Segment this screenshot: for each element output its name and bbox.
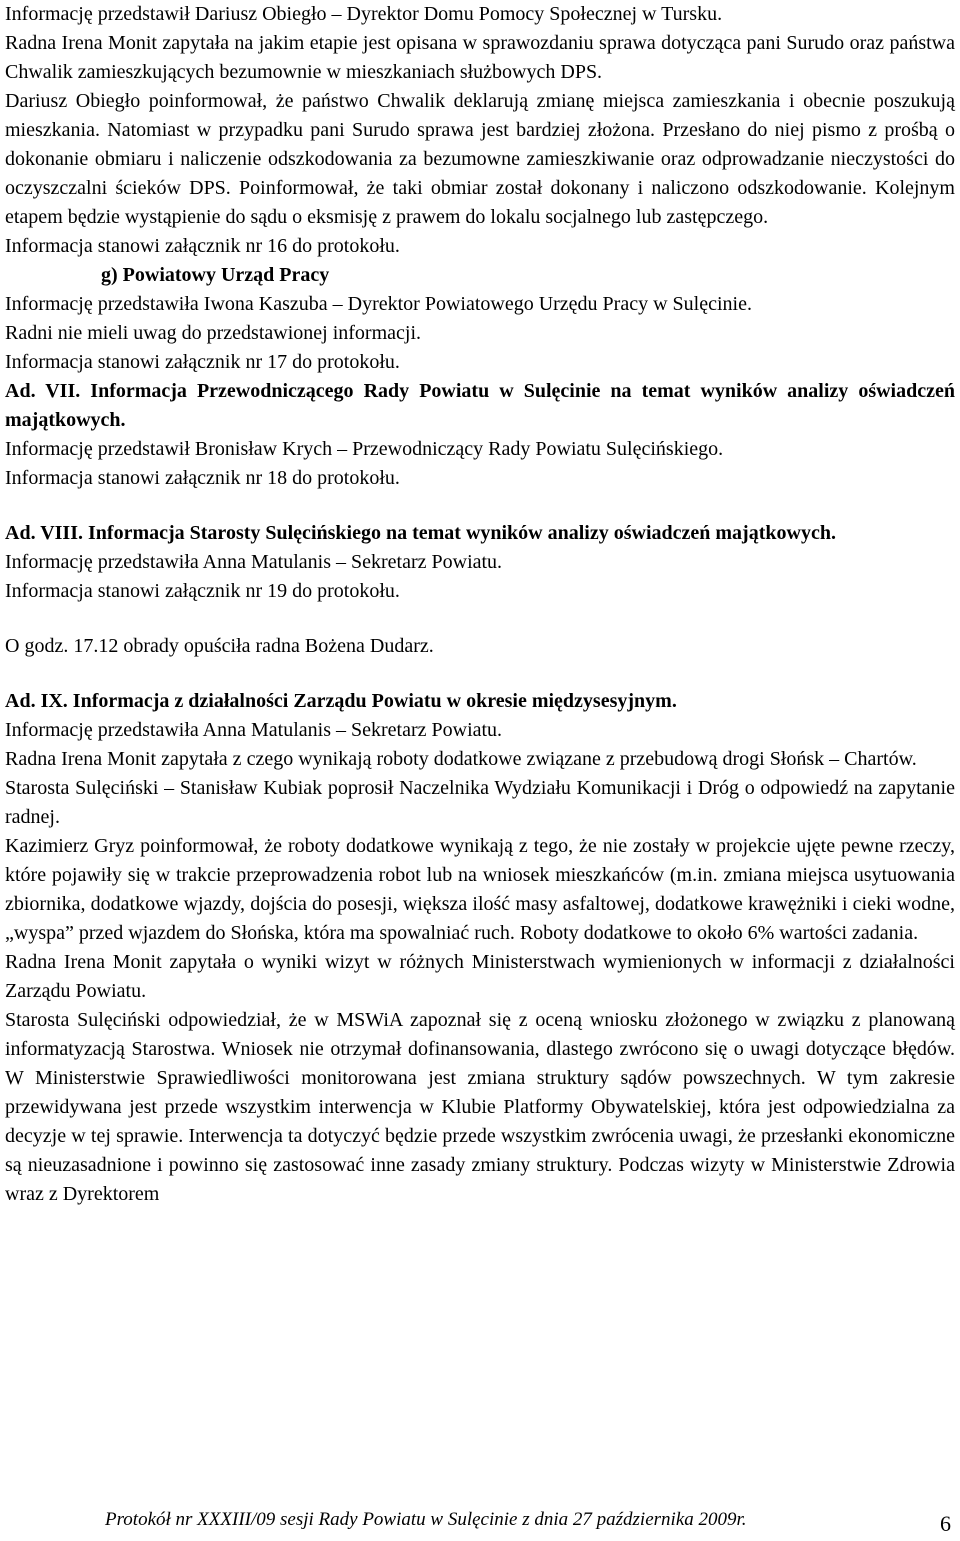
- page-number: 6: [940, 1511, 951, 1536]
- paragraph: Starosta Sulęciński odpowiedział, że w MSWiA zapoznał się z oceną wniosku złożonego w związku z planowaną informatyzacją Starostwa. Wniosek nie otrzymał dofinansowania, dlastego zwrócono się o uwagi dotyczące błędów. W Ministerstwie Sprawiedliwości monitorowana jest zmiana struktury sądów powszechnych. W tym zakresie przewidywana jest przede wszystkim interwencja w Klubie Platformy Obywatelskiej, która jest odpowiedzialna za decyzje w tej sprawie. Interwencja ta dotyczyć będzie przede wszystkim zwrócenia uwagi, że przesłanki ekonomiczne są nieuzasadnione i powinno się zastosować inne zasady zmiany struktury. Podczas wizyty w Ministerstwie Zdrowia wraz z Dyrektorem: [5, 1009, 955, 1205]
- paragraph: Informacja stanowi załącznik nr 17 do protokołu.: [5, 351, 400, 373]
- footer-title: Protokół nr XXXIII/09 sesji Rady Powiatu w Sulęcinie z dnia 27 października 2009r.: [105, 1509, 747, 1530]
- paragraph: Informację przedstawił Bronisław Krych – Przewodniczący Rady Powiatu Sulęcińskiego.: [5, 438, 724, 460]
- paragraph: Informację przedstawiła Iwona Kaszuba – Dyrektor Powiatowego Urzędu Pracy w Sulęcinie.: [5, 293, 752, 315]
- paragraph: Radna Irena Monit zapytała o wyniki wizyt w różnych Ministerstwach wymienionych w informacji z działalności Zarządu Powiatu.: [5, 951, 955, 1002]
- paragraph: Informację przedstawiła Anna Matulanis – Sekretarz Powiatu.: [5, 551, 503, 573]
- section-ix-heading: Ad. IX. Informacja z działalności Zarządu Powiatu w okresie międzysesyjnym.: [5, 690, 677, 712]
- document-page: [5, 0, 955, 1209]
- paragraph: Informacja stanowi załącznik nr 19 do protokołu.: [5, 580, 400, 602]
- paragraph: Radna Irena Monit zapytała z czego wynikają roboty dodatkowe związane z przebudową drogi Słońsk – Chartów.: [5, 748, 917, 770]
- paragraph: Radni nie mieli uwag do przedstawionej informacji.: [5, 322, 421, 344]
- paragraph: Starosta Sulęciński – Stanisław Kubiak poprosił Naczelnika Wydziału Komunikacji i Dróg o odpowiedź na zapytanie radnej.: [5, 777, 955, 828]
- paragraph: Dariusz Obiegło poinformował, że państwo Chwalik deklarują zmianę miejsca zamieszkania i obecnie poszukują mieszkania. Natomiast w przypadku pani Surudo sprawa jest bardziej złożona. Przesłano do niej pismo z prośbą o dokonanie obmiaru i naliczenie odszkodowania za bezumowne zamieszkiwanie oraz odprowadzanie nieczystości do oczyszczalni ścieków DPS. Poinformował, że taki obmiar został dokonany i naliczono odszkodowanie. Kolejnym etapem będzie wystąpienie do sądu o eksmisję z prawem do lokalu socjalnego lub zastępczego.: [5, 90, 955, 228]
- paragraph: Radna Irena Monit zapytała na jakim etapie jest opisana w sprawozdaniu sprawa dotycząca pani Surudo oraz państwa Chwalik zamieszkujących bezumownie w mieszkaniach służbowych DPS.: [5, 32, 955, 83]
- paragraph: Informacja stanowi załącznik nr 16 do protokołu.: [5, 235, 400, 257]
- paragraph: Kazimierz Gryz poinformował, że roboty dodatkowe wynikają z tego, że nie zostały w projekcie ujęte pewne rzeczy, które pojawiły się w trakcie przeprowadzenia robot lub na wniosek mieszkańców (m.in. zmiana miejsca usytuowania zbiornika, dodatkowe wjazdy, dojścia do posesji, większa ilość masy asfaltowej, dodatkowe krawężniki i cieki wodne, „wyspa” przed wjazdem do Słońska, która ma spowalniać ruch. Roboty dodatkowe to około 6% wartości zadania.: [5, 835, 955, 944]
- section-vii-heading: Ad. VII. Informacja Przewodniczącego Rady Powiatu w Sulęcinie na temat wyników analizy oświadczeń majątkowych.: [5, 380, 955, 431]
- paragraph: Informację przedstawił Dariusz Obiegło – Dyrektor Domu Pomocy Społecznej w Tursku.: [5, 3, 723, 25]
- paragraph: Informację przedstawiła Anna Matulanis – Sekretarz Powiatu.: [5, 719, 503, 741]
- paragraph: Informacja stanowi załącznik nr 18 do protokołu.: [5, 467, 400, 489]
- session-note: O godz. 17.12 obrady opuściła radna Bożena Dudarz.: [5, 635, 434, 657]
- page-footer: [0, 1497, 960, 1537]
- section-g-heading: g) Powiatowy Urząd Pracy: [101, 264, 330, 286]
- section-viii-heading: Ad. VIII. Informacja Starosty Sulęcińskiego na temat wyników analizy oświadczeń majątkowych.: [5, 522, 836, 544]
